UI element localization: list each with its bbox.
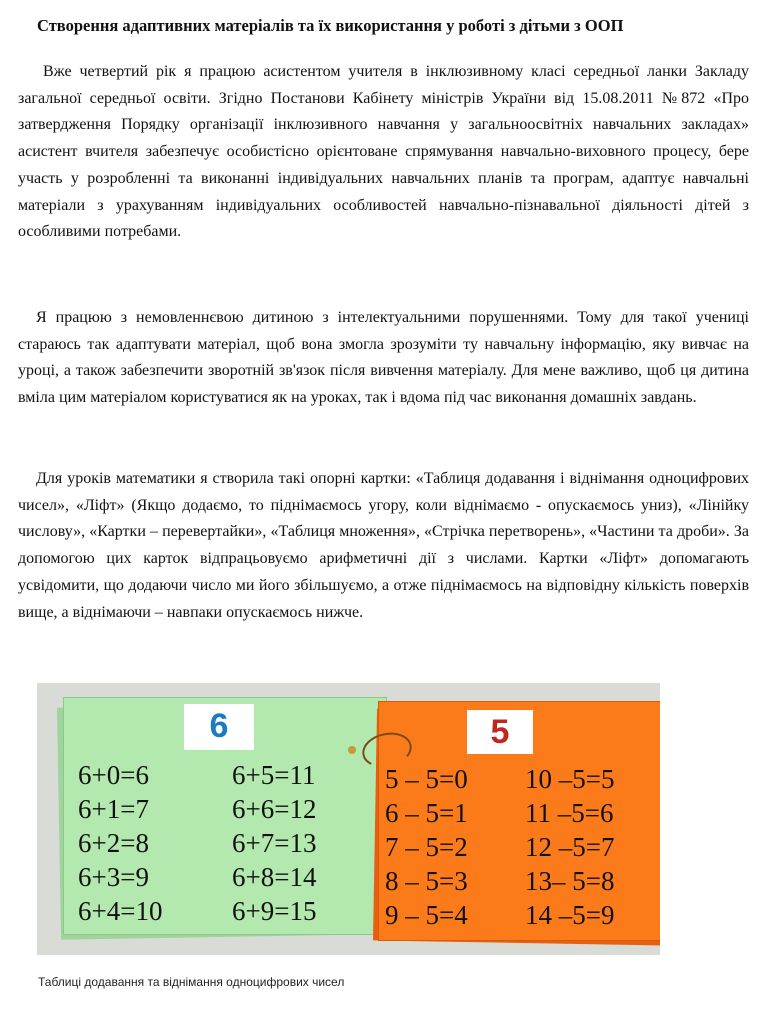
equation: 5 – 5=0: [385, 764, 468, 794]
green-addition-card: [63, 697, 387, 935]
equation: 6+0=6: [78, 760, 149, 790]
equation: 10 –5=5: [525, 764, 615, 794]
equation: 8 – 5=3: [385, 866, 468, 896]
orange-card-column-2: [525, 762, 614, 932]
paragraph-3: Для уроків математики я створила такі опорні картки: «Таблиця додавання і віднімання одноцифрових чисел», «Ліфт» (Якщо додаємо, то піднімаємось угору, коли віднімаємо - опускаємось униз), «Лінійку числову», «Картки – перевертайки», «Таблиця множення», «Стрічка перетворень», «Частини та дроби». За допомогою цих карток відпрацьовуємо арифметичні дії з числами. Картки «Ліфт» допомагають усвідомити, що додаючи число ми його збільшуємо, а отже піднімаємось на відповідну кількість поверхів вище, а віднімаючи – навпаки опускаємось нижче.: [18, 470, 749, 621]
equation: 9 – 5=4: [385, 900, 468, 930]
green-card-column-1: [78, 758, 162, 928]
orange-subtraction-card: [378, 701, 660, 941]
equation: 12 –5=7: [525, 832, 615, 862]
equation: 6+1=7: [78, 794, 149, 824]
equation: 6+9=15: [232, 896, 317, 926]
photo-caption: Таблиці додавання та віднімання одноцифрових чисел: [38, 975, 345, 989]
paragraph-1: Вже четвертий рік я працюю асистентом учителя в інклюзивному класі середньої ланки Закладу загальної середньої освіти. Згідно Постанови Кабінету міністрів України від 15.08.2011 №872 «Про затвердження Порядку організації інклюзивного навчання у загальноосвітніх навчальних закладах» асистент вчителя забезпечує особистісно орієнтоване спрямування навчально-виховного процесу, бере участь у розробленні та виконанні індивідуальних навчальних планів та програм, адаптує навчальні матеріали з урахуванням індивідуальних особливостей навчально-пізнавальної діяльності дітей з особливими потребами.: [18, 63, 749, 241]
equation: 14 –5=9: [525, 900, 615, 930]
binding-ring: [348, 746, 356, 754]
equation: 6+7=13: [232, 828, 317, 858]
equation: 6+8=14: [232, 862, 317, 892]
equation: 6+6=12: [232, 794, 317, 824]
equation: 11 –5=6: [525, 798, 614, 828]
card-number-label-6: 6: [184, 704, 254, 750]
equation: 6+3=9: [78, 862, 149, 892]
green-card-column-2: [232, 758, 316, 928]
photo-addition-subtraction-cards: [37, 683, 660, 955]
equation: 6+5=11: [232, 760, 316, 790]
equation: 13– 5=8: [525, 866, 615, 896]
equation: 6 – 5=1: [385, 798, 468, 828]
document-title: Створення адаптивних матеріалів та їх використання у роботі з дітьми з ООП: [37, 16, 624, 35]
card-number-label-5: 5: [467, 710, 533, 754]
orange-card-column-1: [385, 762, 468, 932]
equation: 6+2=8: [78, 828, 149, 858]
paragraph-2: Я працюю з немовленнєвою дитиною з інтелектуальними порушеннями. Тому для такої учениці стараюсь так адаптувати матеріал, щоб вона змогла зрозуміти ту навчальну інформацію, яку вивчає на уроці, а також забезпечити зворотній зв'язок після вивчення матеріалу. Для мене важливо, щоб ця дитина вміла цим матеріалом користуватися як на уроках, так і вдома під час виконання домашніх завдань.: [18, 309, 749, 407]
equation: 6+4=10: [78, 896, 163, 926]
equation: 7 – 5=2: [385, 832, 468, 862]
